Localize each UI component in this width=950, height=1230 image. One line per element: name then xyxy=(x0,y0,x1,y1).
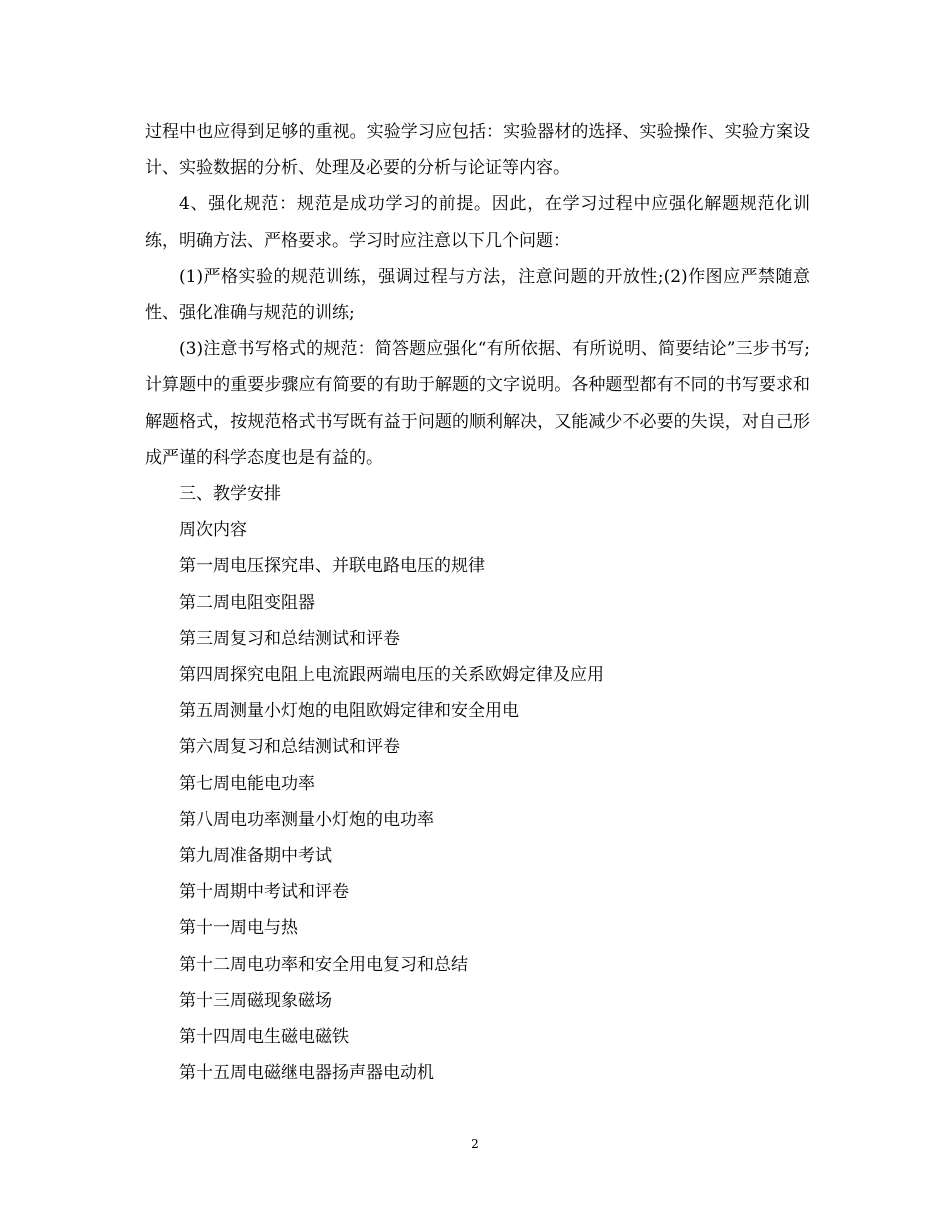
schedule-item: 第十一周电与热 xyxy=(179,918,298,939)
schedule-item: 第一周电压探究串、并联电路电压的规律 xyxy=(179,556,485,577)
schedule-item: 第九周准备期中考试 xyxy=(179,846,332,867)
schedule-item: 第四周探究电阻上电流跟两端电压的关系欧姆定律及应用 xyxy=(179,665,604,686)
page-number: 2 xyxy=(471,1137,479,1151)
section-heading-teaching-schedule: 三、教学安排 xyxy=(179,484,281,505)
schedule-item: 第二周电阻变阻器 xyxy=(179,592,315,613)
paragraph-experiment-training: (1)严格实验的规范训练，强调过程与方法，注意问题的开放性;(2)作图应严禁随意性、强化准确与规范的训练; xyxy=(145,266,810,324)
schedule-item: 第八周电功率测量小灯炮的电功率 xyxy=(179,809,434,830)
schedule-item: 第十三周磁现象磁场 xyxy=(179,990,332,1011)
paragraph-writing-format: (3)注意书写格式的规范：简答题应强化“有所依据、有所说明、简要结论”三步书写;计算题中的重要步骤应有简要的有助于解题的文字说明。各种题型都有不同的书写要求和解题格式，按规范格式书写既有益于问题的顺利解决，又能减少不必要的失误，对自己形成严谨的科学态度也是有益的。 xyxy=(145,339,810,468)
schedule-header: 周次内容 xyxy=(179,520,247,541)
schedule-item: 第七周电能电功率 xyxy=(179,773,315,794)
schedule-item: 第十五周电磁继电器扬声器电动机 xyxy=(179,1063,434,1084)
schedule-item: 第六周复习和总结测试和评卷 xyxy=(179,737,400,758)
schedule-item: 第三周复习和总结测试和评卷 xyxy=(179,628,400,649)
document-body xyxy=(145,114,810,1091)
schedule-item: 第十周期中考试和评卷 xyxy=(179,882,349,903)
schedule-item: 第十二周电功率和安全用电复习和总结 xyxy=(179,954,468,975)
paragraph-experiment-content: 过程中也应得到足够的重视。实验学习应包括：实验器材的选择、实验操作、实验方案设计、实验数据的分析、处理及必要的分析与论证等内容。 xyxy=(145,122,810,179)
schedule-item: 第十四周电生磁电磁铁 xyxy=(179,1027,349,1048)
paragraph-strengthen-norms: 4、强化规范：规范是成功学习的前提。因此，在学习过程中应强化解题规范化训练，明确方法、严格要求。学习时应注意以下几个问题： xyxy=(145,194,810,251)
schedule-item: 第五周测量小灯炮的电阻欧姆定律和安全用电 xyxy=(179,701,519,722)
